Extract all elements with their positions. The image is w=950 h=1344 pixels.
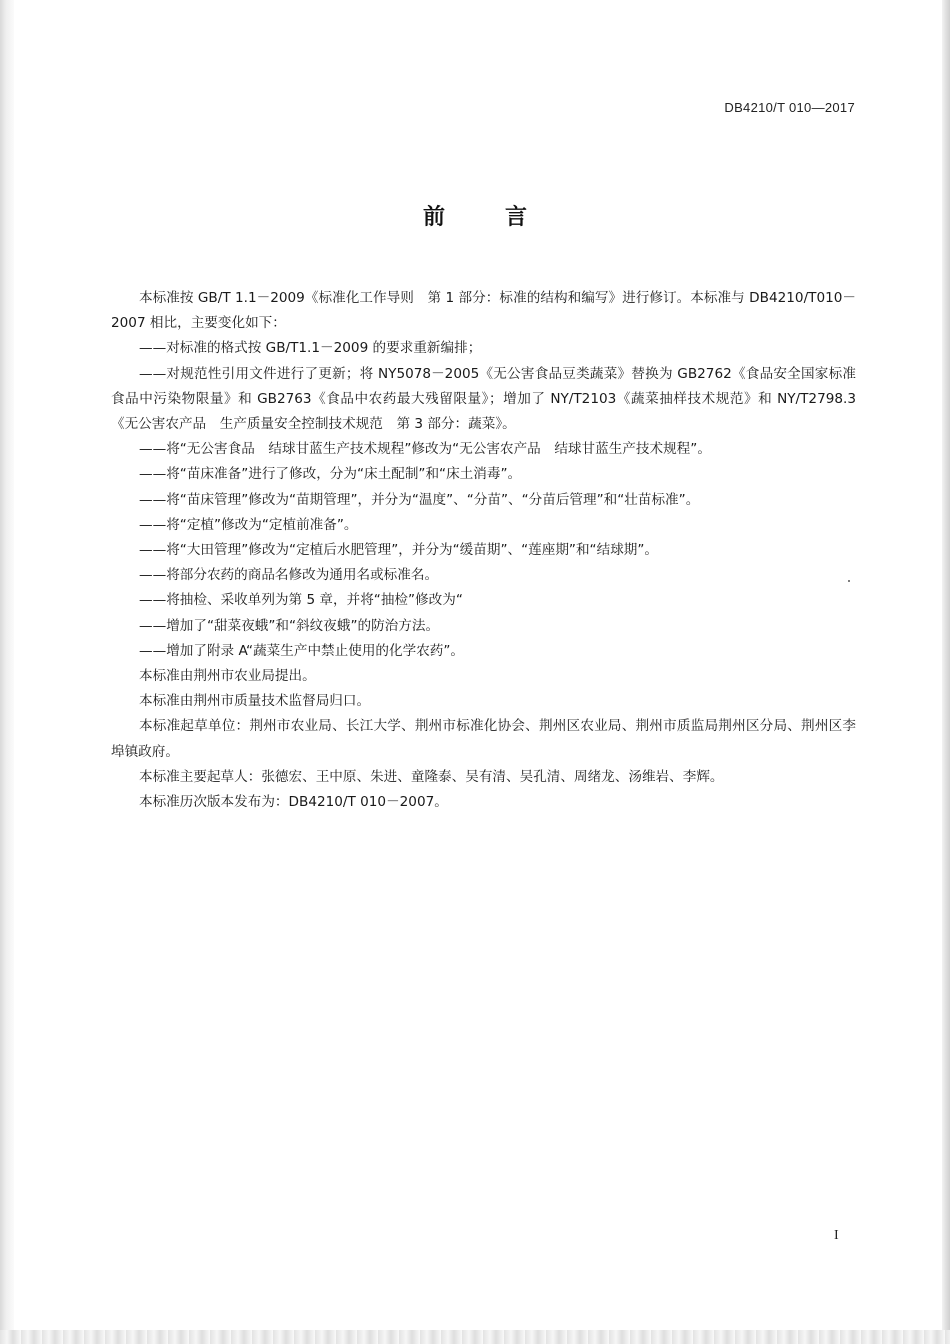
paragraph-change-pesticide-names: ——将部分农药的商品名修改为通用名或标准名。	[139, 567, 439, 584]
scan-edge-bottom	[0, 1330, 950, 1344]
foreword-body	[111, 286, 870, 815]
paragraph-change-pest-control: ——增加了“甜菜夜蛾”和“斜纹夜蛾”的防治方法。	[139, 617, 440, 634]
page-number: I	[834, 1228, 839, 1243]
paragraph-administrator: 本标准由荆州市质量技术监督局归口。	[139, 693, 371, 710]
paragraph-change-seedbed-prep: ——将“苗床准备”进行了修改，分为“床土配制”和“床土消毒”。	[139, 466, 522, 483]
paragraph-version-history: 本标准历次版本发布为：DB4210/T 010－2007。	[139, 794, 448, 811]
paragraph-change-field-mgmt: ——将“大田管理”修改为“定植后水肥管理”，并分为“缓苗期”、“莲座期”和“结球期”。	[139, 542, 659, 559]
paragraph-change-format: ——对标准的格式按 GB/T1.1－2009 的要求重新编排；	[139, 340, 482, 357]
paragraph-drafters: 本标准主要起草人：张德宏、王中原、朱进、童隆泰、吴有清、吴孔清、周绪龙、汤维岩、李辉。	[139, 768, 724, 785]
paragraph-change-appendix: ——增加了附录 A“蔬菜生产中禁止使用的化学农药”。	[139, 642, 465, 659]
scan-speck	[848, 580, 850, 582]
paragraph-proposer: 本标准由荆州市农业局提出。	[139, 668, 316, 685]
document-id: DB4210/T 010—2017	[724, 100, 855, 115]
paragraph-change-sampling: ——将抽检、采收单列为第 5 章，并将“抽检”修改为“	[139, 592, 463, 609]
paragraph-change-title: ——将“无公害食品 结球甘蓝生产技术规程”修改为“无公害农产品 结球甘蓝生产技术规程”。	[139, 441, 711, 458]
page-title: 前言	[422, 205, 587, 230]
paragraph-drafting-units: 本标准起草单位：荆州市农业局、长江大学、荆州市标准化协会、荆州区农业局、荆州市质监局荆州区分局、荆州区李埠镇政府。	[111, 718, 856, 760]
paragraph-change-seedbed-mgmt: ——将“苗床管理”修改为“苗期管理”，并分为“温度”、“分苗”、“分苗后管理”和“壮苗标准”。	[139, 491, 700, 508]
paragraph-change-references: ——对规范性引用文件进行了更新；将 NY5078－2005《无公害食品豆类蔬菜》替换为 GB2762《食品安全国家标准 食品中污染物限量》和 GB2763《食品中农药最大残留限量》；增加了 NY/T2103《蔬菜抽样技术规范》和 NY/T2798.3《无公害农产品 生产质量安全控制技术规范 第 3 部分：蔬菜》。	[111, 365, 870, 433]
paragraph-change-planting: ——将“定植”修改为“定植前准备”。	[139, 516, 358, 533]
paragraph-intro: 本标准按 GB/T 1.1－2009《标准化工作导则 第 1 部分：标准的结构和编写》进行修订。本标准与 DB4210/T010－2007 相比，主要变化如下：	[111, 290, 856, 332]
